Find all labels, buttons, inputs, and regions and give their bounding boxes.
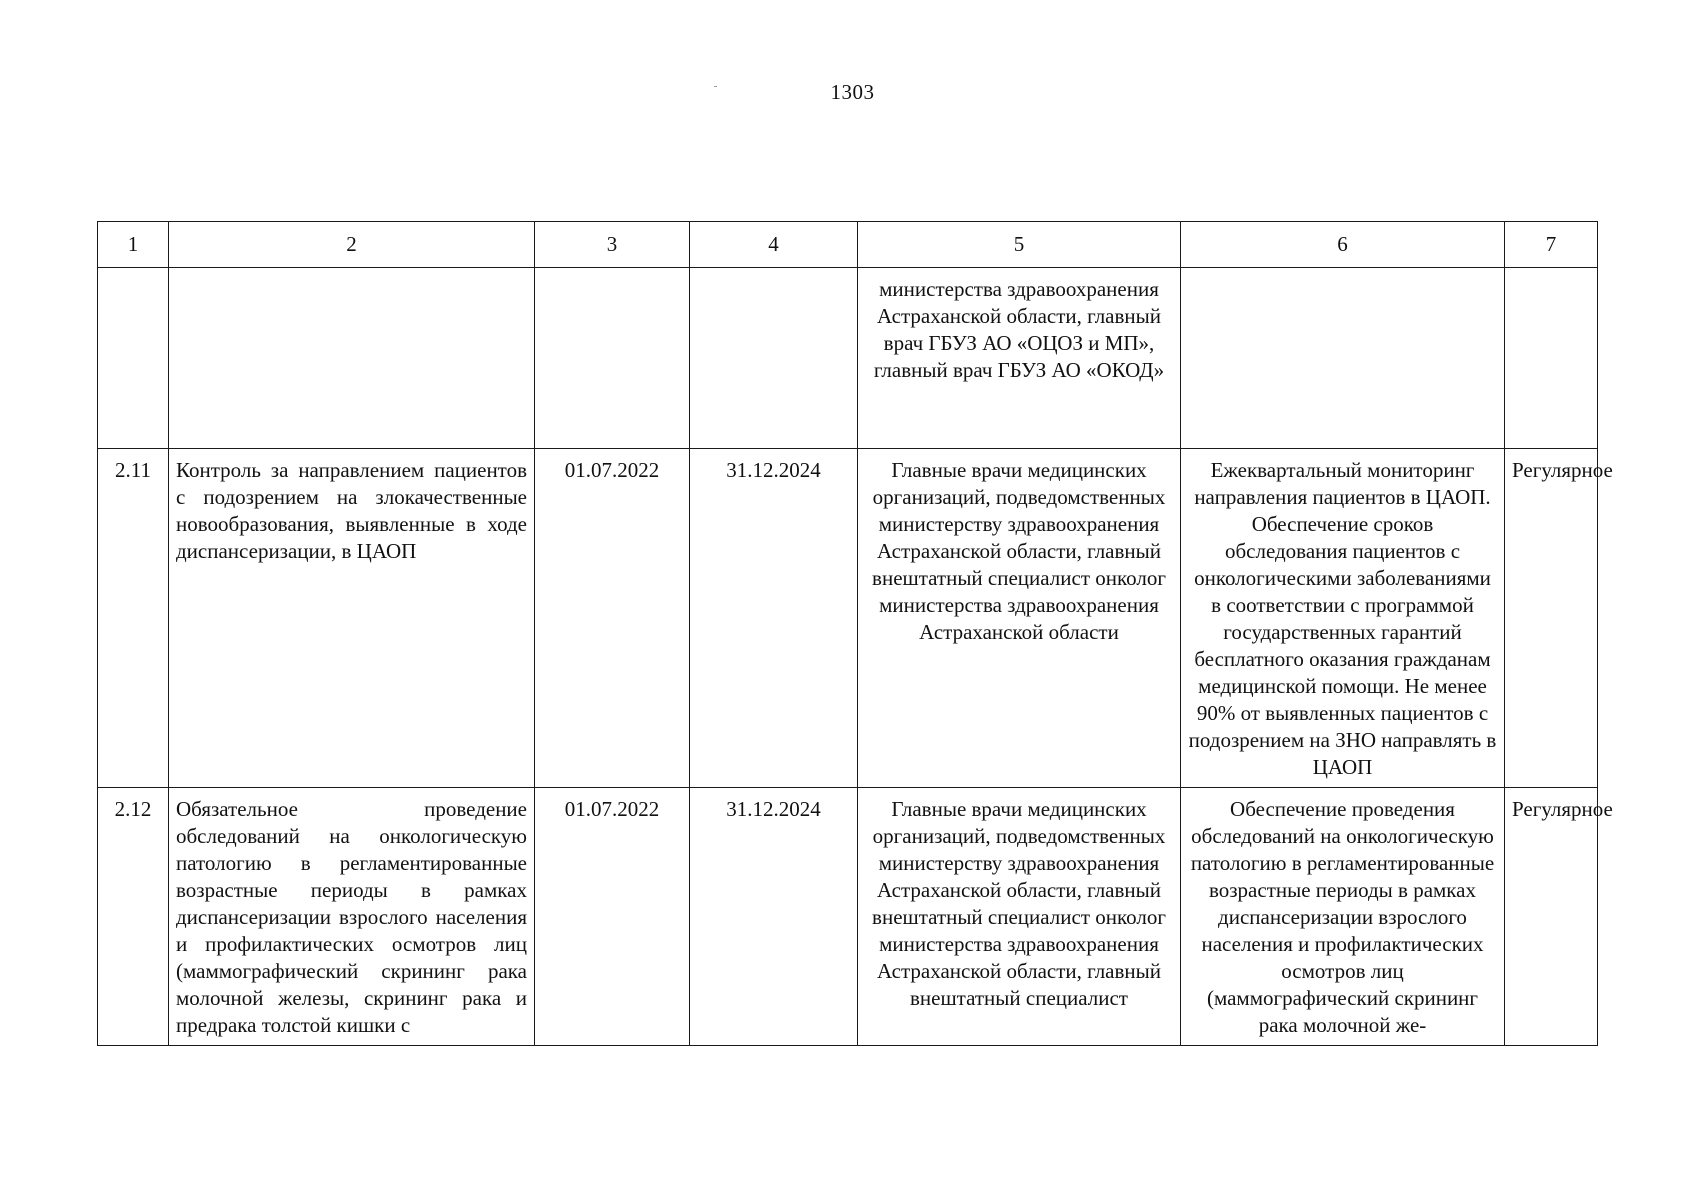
start-date-cell: 01.07.2022 [535,449,690,788]
start-date-cell: 01.07.2022 [535,788,690,1046]
table-header-row [98,222,1598,268]
column-header: 7 [1505,222,1598,268]
type-cell: Регулярное [1505,788,1598,1046]
end-date-cell [690,268,858,449]
responsible-cell: Главные врачи медицинских организаций, подведомственных министерству здравоохранения Астраханской области, главный внештатный специалист онколог министерства здравоохранения Астраханской области, главный внештатный специалист [858,788,1181,1046]
row-number [98,268,169,449]
column-header: 5 [858,222,1181,268]
start-date-cell [535,268,690,449]
end-date-cell: 31.12.2024 [690,788,858,1046]
table-row [98,449,1598,788]
type-cell [1505,268,1598,449]
result-cell [1181,268,1505,449]
page-number: 1303 [830,80,875,104]
result-cell: Обеспечение проведения обследований на онкологическую патологию в регламентированные возрастные периоды в рамках диспансеризации взрослого населения и профилактических осмотров лиц (маммографический скрининг рака молочной же- [1181,788,1505,1046]
row-number: 2.12 [98,788,169,1046]
type-cell: Регулярное [1505,449,1598,788]
column-header: 4 [690,222,858,268]
end-date-cell: 31.12.2024 [690,449,858,788]
activity-cell [169,268,535,449]
column-header: 2 [169,222,535,268]
scan-speck [714,86,717,87]
activity-cell: Обязательное проведение обследований на онкологическую патологию в регламентированные возрастные периоды в рамках диспансеризации взрослого населения и профилактических осмотров лиц (маммографический скрининг рака молочной железы, скрининг рака и предрака толстой кишки с [169,788,535,1046]
measures-table [97,221,1613,1046]
column-header: 3 [535,222,690,268]
column-header: 6 [1181,222,1505,268]
responsible-cell: Главные врачи медицинских организаций, подведомственных министерству здравоохранения Астраханской области, главный внештатный специалист онколог министерства здравоохранения Астраханской области [858,449,1181,788]
table-row [98,788,1598,1046]
responsible-cell: министерства здравоохранения Астраханской области, главный врач ГБУЗ АО «ОЦОЗ и МП», главный врач ГБУЗ АО «ОКОД» [858,268,1181,449]
row-number: 2.11 [98,449,169,788]
column-header: 1 [98,222,169,268]
activity-cell: Контроль за направлением пациентов с подозрением на злокачественные новообразования, выявленные в ходе диспансеризации, в ЦАОП [169,449,535,788]
table-row [98,268,1598,449]
result-cell: Ежеквартальный мониторинг направления пациентов в ЦАОП. Обеспечение сроков обследования пациентов с онкологическими заболеваниями в соответствии с программой государственных гарантий бесплатного оказания гражданам медицинской помощи. Не менее 90% от выявленных пациентов с подозрением на ЗНО направлять в ЦАОП [1181,449,1505,788]
